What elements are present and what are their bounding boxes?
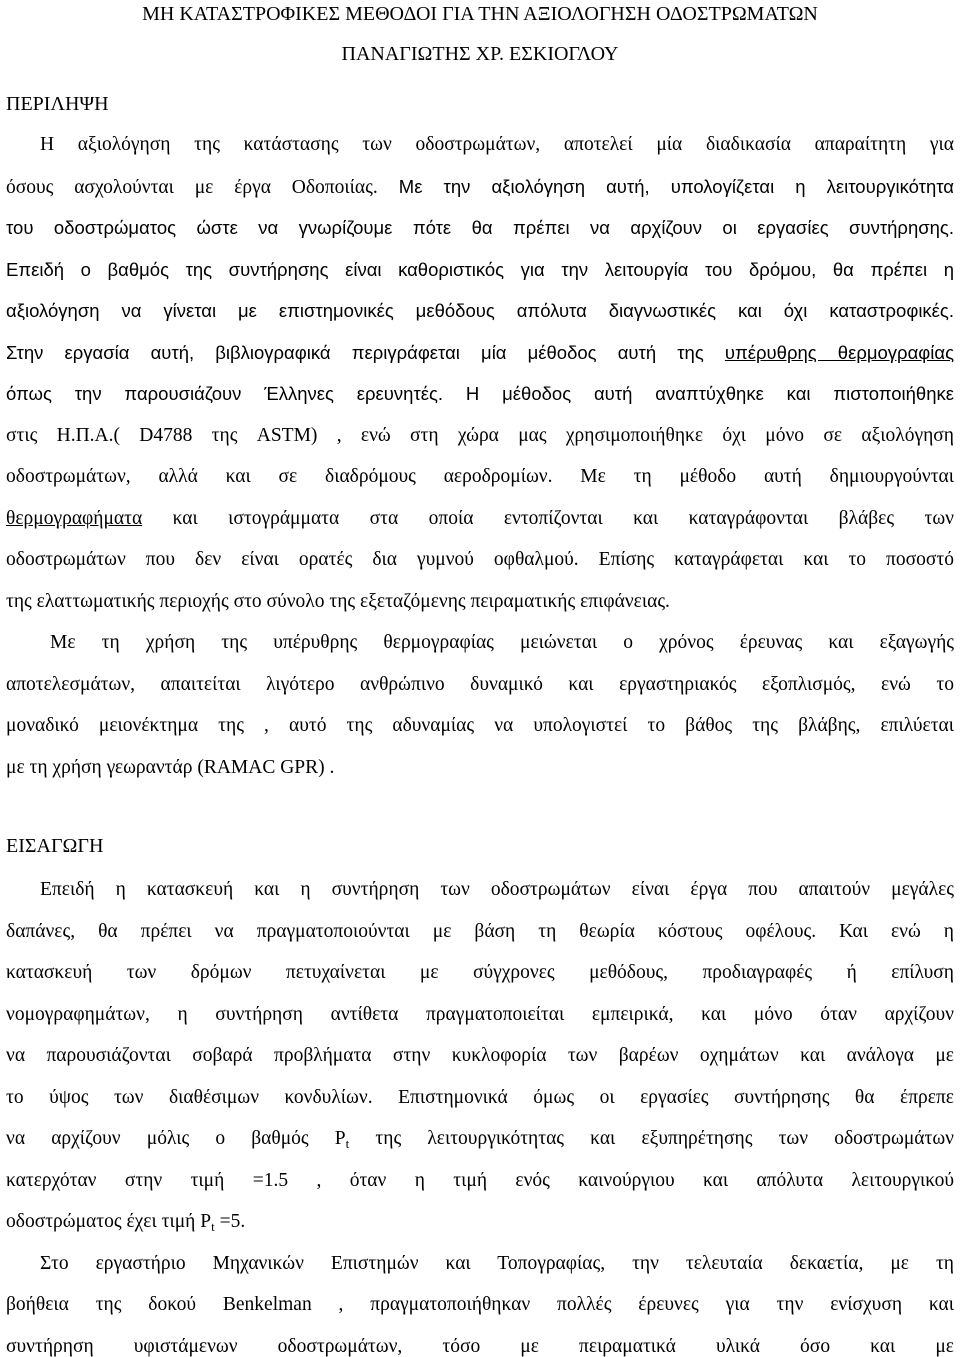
abstract-line: όπως την παρουσιάζουν Έλληνες ερευνητές. Η μέθοδος αυτή αναπτύχθηκε και πιστοποιήθηκε <box>6 383 954 404</box>
abstract-line: με τη χρήση γεωραντάρ (RAMAC GPR) . <box>6 756 335 778</box>
intro-line: νομογραφημάτων, η συντήρηση αντίθετα πραγματοποιείται εμπειρικά, και μόνο όταν αρχίζουν <box>6 1003 954 1025</box>
intro-line: βοήθεια της δοκού Benkelman , πραγματοποιήθηκαν πολλές έρευνες για την ενίσχυση και <box>6 1294 954 1315</box>
abstract-line: της ελαττωματικής περιοχής στο σύνολο της εξεταζόμενης πειραματικής επιφάνειας. <box>6 590 670 612</box>
abstract-body-sans <box>6 166 954 415</box>
abstract-line: οδοστρωμάτων που δεν είναι ορατές δια γυμνού οφθαλμού. Επίσης καταγράφεται και το ποσοστό <box>6 549 954 570</box>
intro-line: δαπάνες, θα πρέπει να πραγματοποιούνται με βάση τη θεωρία κόστους οφέλους. Και ενώ η <box>6 920 954 942</box>
intro-line: να αρχίζουν μόλις ο βαθμός $P_t$ της λειτουργικότητας και εξυπηρέτησης των οδοστρωμάτων <box>6 1128 954 1151</box>
abstract-line: Η αξιολόγηση της κατάστασης των οδοστρωμάτων, αποτελεί μία διαδικασία απαραίτητη για <box>40 134 954 155</box>
abstract-line: του οδοστρώματος ώστε να γνωρίζουμε πότε θα πρέπει να αρχίζουν οι εργασίες συντήρησης. <box>6 217 954 238</box>
abstract-line: όσους ασχολούνται με έργα Οδοποιίας. Με την αξιολόγηση αυτή, υπολογίζεται η λειτουργικότητα <box>6 175 954 198</box>
abstract-line: Επειδή ο βαθμός της συντήρησης είναι καθοριστικός για την λειτουργία του δρόμου, θα πρέπει η <box>6 258 954 280</box>
abstract-line: στις Η.Π.Α.( D4788 της ASTM) , ενώ στη χώρα μας χρησιμοποιήθηκε όχι μόνο σε αξιολόγηση <box>6 424 954 446</box>
intro-line: να παρουσιάζονται σοβαρά προβλήματα στην κυκλοφορία των βαρέων οχημάτων και ανάλογα με <box>6 1045 954 1066</box>
subscript: t <box>211 1219 215 1234</box>
paper-title: ΜΗ ΚΑΤΑΣΤΡΟΦΙΚΕΣ ΜΕΘΟΔΟΙ ΓΙΑ ΤΗΝ ΑΞΙΟΛΟΓΗΣΗ ΟΔΟΣΤΡΩΜΑΤΩΝ <box>142 3 818 25</box>
introduction-heading: ΕΙΣΑΓΩΓΗ <box>6 835 104 857</box>
underlined-term: θερμογραφήματα <box>6 507 143 529</box>
abstract-heading: ΠΕΡΙΛΗΨΗ <box>6 93 109 115</box>
abstract-body-serif <box>6 415 954 789</box>
author-name: ΠΑΝΑΓΙΩΤΗΣ ΧΡ. ΕΣΚΙΟΓΛΟΥ <box>341 43 619 65</box>
abstract-line: αξιολόγηση να γίνεται με επιστημονικές μεθόδους απόλυτα διαγνωστικές και όχι καταστροφικές. <box>6 300 954 321</box>
abstract-line: Στην εργασία αυτή, βιβλιογραφικά περιγράφεται μία μέθοδος αυτή της υπέρυθρης θερμογραφίας <box>6 341 954 363</box>
abstract-line: μοναδικό μειονέκτημα της , αυτό της αδυναμίας να υπολογιστεί το βάθος της βλάβης, επιλύεται <box>6 715 954 736</box>
intro-line: Επειδή η κατασκευή και η συντήρηση των οδοστρωμάτων είναι έργα που απαιτούν μεγάλες <box>40 879 954 900</box>
intro-line: κατασκευή των δρόμων πετυχαίνεται με σύγχρονες μεθόδους, προδιαγραφές ή επίλυση <box>6 962 954 983</box>
abstract-body <box>6 124 954 166</box>
abstract-line: θερμογραφήματα και ιστογράμματα στα οποία εντοπίζονται και καταγράφονται βλάβες των <box>6 507 954 529</box>
underlined-term: υπέρυθρης θερμογραφίας <box>724 341 954 363</box>
abstract-line: αποτελεσμάτων, απαιτείται λιγότερο ανθρώπινο δυναμικό και εργαστηριακός εξοπλισμός, ενώ το <box>6 673 954 695</box>
subscript: t <box>345 1136 350 1151</box>
intro-line: το ύψος των διαθέσιμων κονδυλίων. Επιστημονικά όμως οι εργασίες συντήρησης θα έπρεπε <box>6 1086 954 1108</box>
abstract-line: οδοστρωμάτων, αλλά και σε διαδρόμους αεροδρομίων. Με τη μέθοδο αυτή δημιουργούνται <box>6 466 955 487</box>
intro-line: Στο εργαστήριο Μηχανικών Επιστημών και Τοπογραφίας, την τελευταία δεκαετία, με τη <box>40 1252 954 1274</box>
introduction-body <box>6 869 954 1357</box>
intro-line: συντήρηση υφιστάμενων οδοστρωμάτων, τόσο με πειραματικά υλικά όσο και με <box>6 1335 954 1357</box>
intro-line: οδοστρώματος έχει τιμή $P_t =5$. <box>6 1211 246 1234</box>
intro-line: κατερχόταν στην τιμή =1.5 , όταν η τιμή ενός καινούργιου και απόλυτα λειτουργικού <box>6 1169 954 1191</box>
abstract-line: Με τη χρήση της υπέρυθρης θερμογραφίας μειώνεται ο χρόνος έρευνας και εξαγωγής <box>50 632 954 653</box>
